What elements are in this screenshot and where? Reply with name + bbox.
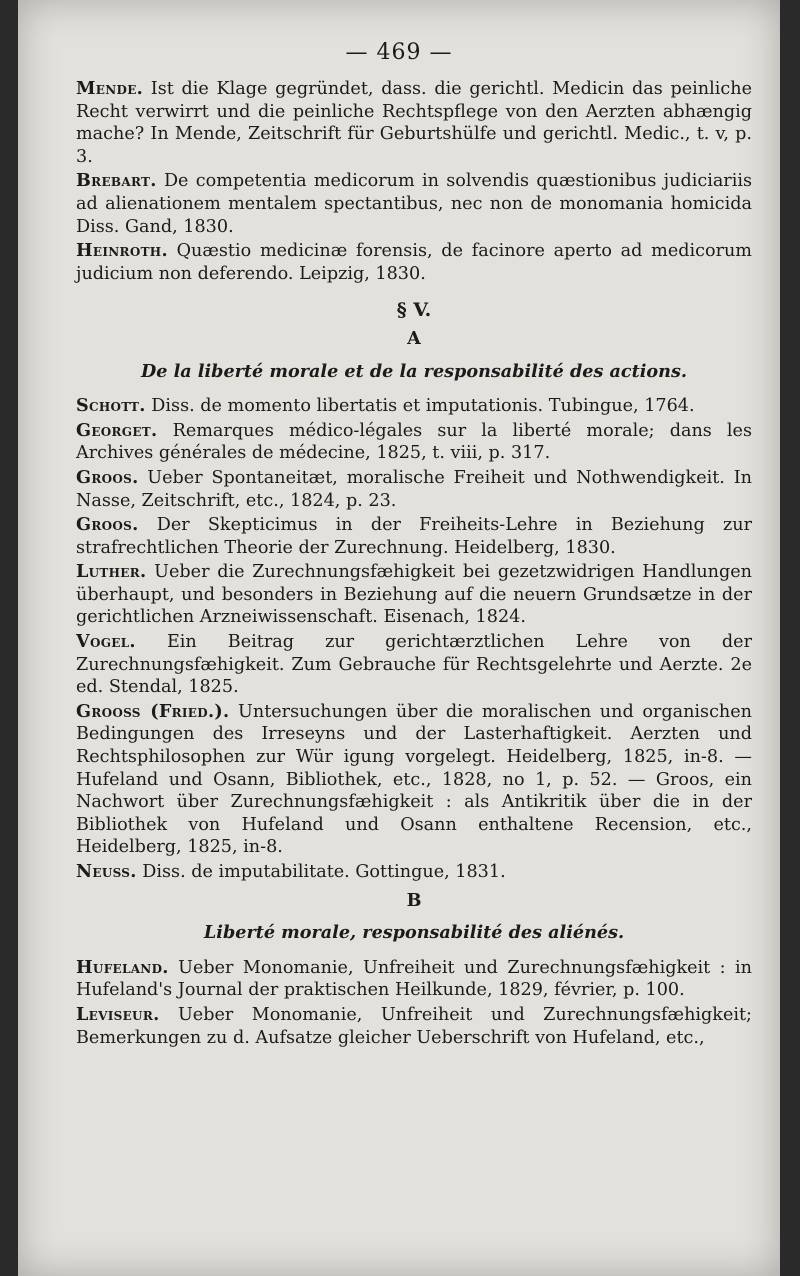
entry-text: Quæstio medicinæ forensis, de facinore aperto ad medicorum judicium non deferendo. Leipzig, 1830. bbox=[76, 241, 752, 284]
bib-entry bbox=[76, 631, 752, 699]
bib-entry bbox=[76, 1004, 752, 1049]
bib-entry bbox=[76, 467, 752, 512]
page-number: — 469 — bbox=[345, 40, 453, 65]
entry-text: Ist die Klage gegründet, dass. die gerichtl. Medicin das peinliche Recht verwirrt und die peinliche Rechtspflege von den Aerzten abhængig mache? In Mende, Zeitschrift für Geburtshülfe und gerichtl. Medic., t. v, p. 3. bbox=[76, 79, 752, 167]
book-page bbox=[18, 0, 780, 1276]
author-name: Hufeland. bbox=[76, 956, 169, 978]
bib-entry bbox=[76, 240, 752, 285]
bib-entry bbox=[76, 170, 752, 238]
author-name: Vogel. bbox=[76, 631, 136, 653]
subsection-title-b: Liberté morale, responsabilité des aliénés. bbox=[203, 922, 625, 944]
entry-text: De competentia medicorum in solvendis quæstionibus judiciariis ad alienationem mentalem spectantibus, nec non de monomania homicida Diss. Gand, 1830. bbox=[76, 171, 752, 237]
entry-text: Ein Beitrag zur gerichtærztlichen Lehre von der Zurechnungsfæhigkeit. Zum Gebrauche für Rechtsgelehrte und Aerzte. 2e ed. Stendal, 1825. bbox=[76, 632, 752, 698]
author-name: Grooss (Fried.). bbox=[76, 700, 230, 722]
page-text bbox=[76, 78, 752, 1051]
entry-text: Ueber Monomanie, Unfreiheit und Zurechnungsfæhigkeit; Bemerkungen zu d. Aufsatze gleicher Ueberschrift von Hufeland, etc., bbox=[76, 1004, 752, 1048]
bib-entry bbox=[76, 861, 752, 884]
author-name: Neuss. bbox=[76, 861, 137, 882]
author-name: Brebart. bbox=[76, 170, 157, 192]
bib-entry bbox=[76, 420, 752, 465]
subsection-letter-a: A bbox=[407, 327, 421, 349]
section-heading: § V. bbox=[396, 299, 432, 322]
entry-text: Remarques médico-légales sur la liberté morale; dans les Archives générales de médecine, 1825, t. viii, p. 317. bbox=[76, 420, 752, 464]
subsection-letter-b: B bbox=[406, 889, 422, 911]
bib-entry bbox=[76, 701, 752, 859]
entry-text: Ueber Spontaneitæt, moralische Freiheit und Nothwendigkeit. In Nasse, Zeitschrift, etc., 1824, p. 23. bbox=[76, 467, 752, 511]
bib-entry bbox=[76, 514, 752, 559]
author-name: Groos. bbox=[76, 514, 139, 536]
entries-top bbox=[76, 78, 752, 285]
entry-text: Ueber die Zurechnungsfæhigkeit bei gezetzwidrigen Handlungen überhaupt, und besonders in Beziehung auf die neuern Grundsætze in der gerichtlichen Arzneiwissenschaft. Eisenach, 1824. bbox=[76, 562, 752, 628]
bib-entry bbox=[76, 395, 752, 418]
entries-a bbox=[76, 395, 752, 883]
author-name: Heinroth. bbox=[76, 240, 168, 262]
author-name: Georget. bbox=[76, 419, 158, 441]
bib-entry bbox=[76, 561, 752, 629]
entry-text: Der Skepticimus in der Freiheits-Lehre in Beziehung zur strafrechtlichen Theorie der Zurechnung. Heidelberg, 1830. bbox=[76, 515, 752, 558]
entry-text: Ueber Monomanie, Unfreiheit und Zurechnungsfæhigkeit : in Hufeland's Journal der praktischen Heilkunde, 1829, février, p. 100. bbox=[76, 957, 752, 1001]
subsection-title-a: De la liberté morale et de la responsabilité des actions. bbox=[141, 360, 687, 382]
author-name: Leviseur. bbox=[76, 1003, 160, 1025]
entries-b bbox=[76, 957, 752, 1049]
author-name: Mende. bbox=[76, 78, 144, 99]
author-name: Schott. bbox=[76, 395, 146, 417]
author-name: Groos. bbox=[76, 466, 139, 488]
entry-text: Diss. de imputabilitate. Gottingue, 1831. bbox=[136, 862, 506, 882]
bib-entry bbox=[76, 78, 752, 168]
entry-text: Diss. de momento libertatis et imputationis. Tubingue, 1764. bbox=[145, 396, 695, 417]
bib-entry bbox=[76, 957, 752, 1002]
author-name: Luther. bbox=[76, 561, 147, 583]
entry-text: Untersuchungen über die moralischen und organischen Bedingungen des Irreseyns und der Lasterhaftigkeit. Aerzten und Rechtsphilosophen zur Wür igung vorgelegt. Heidelberg, 1825, in-8. — Hufeland und Osann, Bibliothek, etc., 1828, no 1, p. 52. — Groos, ein Nachwort über Zurechnungsfæhigkeit : als Antikritik über die in der Bibliothek von Hufeland und Osann enthaltene Recension, etc., Heidelberg, 1825, in-8. bbox=[76, 701, 752, 858]
